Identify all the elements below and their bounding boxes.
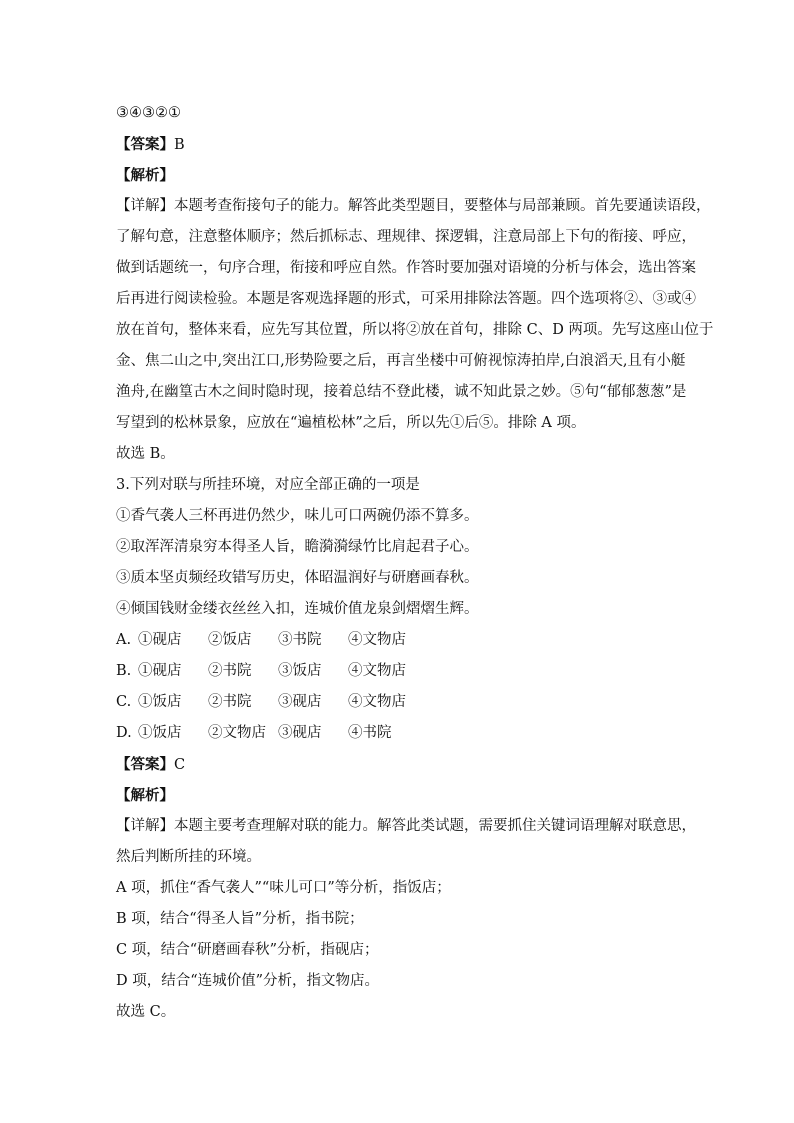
option-item: ②书院 xyxy=(208,663,252,679)
detail-line: 放在首句，整体来看，应先写其位置，所以将②放在首句，排除 C、D 两项。先写这座山位于 xyxy=(116,322,714,338)
option-item: ①砚店 xyxy=(138,632,182,648)
option-letter: A. xyxy=(116,632,132,648)
answer-label: 答案 xyxy=(130,756,160,773)
couplet-line: ②取浑浑清泉穷本得圣人旨，瞻漪漪绿竹比肩起君子心。 xyxy=(116,539,479,555)
answer-label: 答案 xyxy=(130,136,160,153)
document-page xyxy=(116,98,714,1028)
answer-line-q3 xyxy=(116,749,696,780)
detail-line: A 项，抓住“香气袭人”“味儿可口”等分析，指饭店； xyxy=(116,880,451,896)
option-item: ③砚店 xyxy=(278,725,322,741)
option-item: ①饭店 xyxy=(138,694,182,710)
detail-line: C 项，结合“研磨画春秋”分析，指砚店； xyxy=(116,942,379,958)
option-item: ①饭店 xyxy=(138,725,182,741)
option-item: ②书院 xyxy=(208,694,252,710)
option-item: ②文物店 xyxy=(208,725,266,741)
detail-paragraph-q3 xyxy=(116,811,696,997)
option-letter: D. xyxy=(116,725,132,741)
option-a xyxy=(116,625,696,656)
answer-value: C xyxy=(174,757,186,773)
couplet-line: ③质本坚贞频经玫错写历史，体昭温润好与研磨画春秋。 xyxy=(116,570,479,586)
option-letter: C. xyxy=(116,694,132,710)
detail-line: 【详解】本题考查衔接句子的能力。解答此类型题目，要整体与局部兼顾。首先要通读语段， xyxy=(116,198,711,214)
detail-line: 后再进行阅读检验。本题是客观选择题的形式，可采用排除法答题。四个选项将②、③或④ xyxy=(116,291,696,307)
detail-line: B 项，结合“得圣人旨”分析，指书院； xyxy=(116,911,364,927)
detail-line: 金、焦二山之中,突出江口,形势险要之后，再言坐楼中可俯视惊涛拍岸,白浪滔天,且有小艇 xyxy=(116,353,686,369)
answer-line-q2 xyxy=(116,129,696,160)
option-item: ③书院 xyxy=(278,632,322,648)
analysis-heading-q3: 【解析】 xyxy=(116,787,174,804)
question-stem-q3: 3.下列对联与所挂环境，对应全部正确的一项是 xyxy=(116,477,420,493)
answer-bracket-close: 】 xyxy=(159,136,174,153)
conclusion-q3: 故选 C。 xyxy=(116,1004,176,1020)
answer-bracket-open: 【 xyxy=(116,756,131,773)
detail-line: 【详解】本题主要考查理解对联的能力。解答此类试题，需要抓住关键词语理解对联意思， xyxy=(116,818,696,834)
detail-line: 渔舟,在幽篁古木之间时隐时现，接着总结不登此楼，诚不知此景之妙。⑤句“郁郁葱葱”是 xyxy=(116,384,687,400)
detail-line: 做到话题统一，句序合理，衔接和呼应自然。作答时要加强对语境的分析与体会，选出答案 xyxy=(116,260,696,276)
answer-bracket-close: 】 xyxy=(159,756,174,773)
couplet-line: ①香气袭人三杯再进仍然少，味儿可口两碗仍添不算多。 xyxy=(116,508,479,524)
answer-value: B xyxy=(174,137,185,153)
option-item: ④文物店 xyxy=(348,632,406,648)
detail-line: D 项，结合“连城价值”分析，指文物店。 xyxy=(116,973,380,989)
detail-line: 然后判断所挂的环境。 xyxy=(116,849,261,865)
analysis-heading-q2: 【解析】 xyxy=(116,167,174,184)
option-d xyxy=(116,718,696,749)
option-item: ①砚店 xyxy=(138,663,182,679)
option-item: ③饭店 xyxy=(278,663,322,679)
option-item: ④文物店 xyxy=(348,694,406,710)
detail-paragraph-q2 xyxy=(116,191,714,439)
option-item: ③砚店 xyxy=(278,694,322,710)
option-c xyxy=(116,687,696,718)
option-b xyxy=(116,656,696,687)
option-letter: B. xyxy=(116,663,132,679)
detail-line: 写望到的松林景象，应放在“遍植松林”之后，所以先①后⑤。排除 A 项。 xyxy=(116,415,586,431)
option-item: ④文物店 xyxy=(348,663,406,679)
couplet-line: ④倾国钱财金缕衣丝丝入扣，连城价值龙泉剑熠熠生辉。 xyxy=(116,601,479,617)
option-item: ④书院 xyxy=(348,725,392,741)
answer-bracket-open: 【 xyxy=(116,136,131,153)
conclusion-q2: 故选 B。 xyxy=(116,446,175,462)
detail-line: 了解句意，注意整体顺序；然后抓标志、理规律、探逻辑，注意局部上下句的衔接、呼应， xyxy=(116,229,696,245)
option-item: ②饭店 xyxy=(208,632,252,648)
answer-order-line: ③④③②① xyxy=(116,105,181,121)
